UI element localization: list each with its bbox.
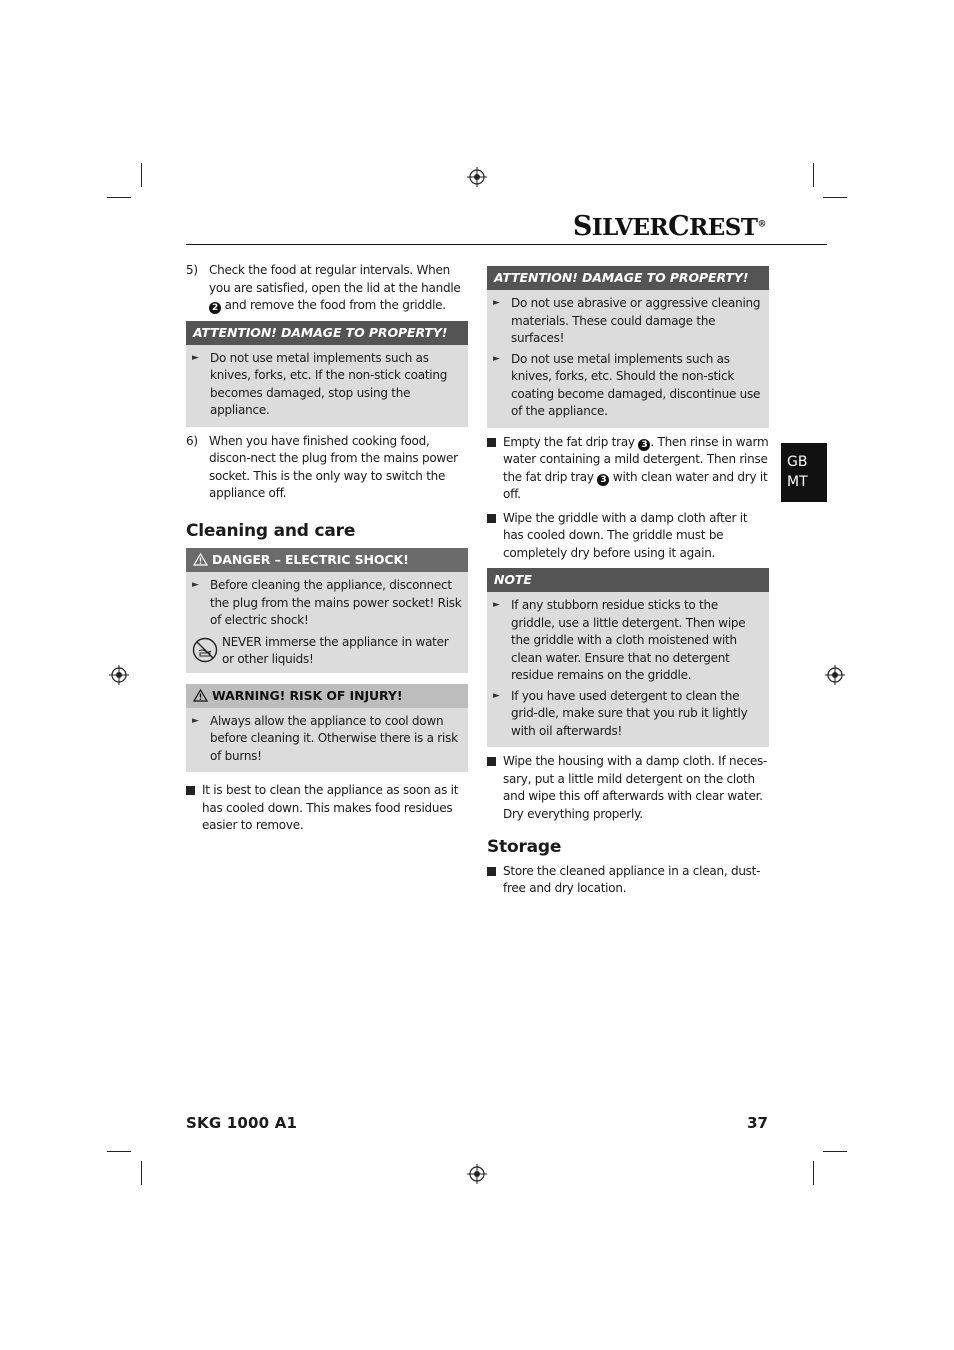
list-item: ► If you have used detergent to clean the grid-dle, make sure that you rub it lightly with oil afterwards!	[493, 688, 763, 741]
no-immersion-icon	[192, 637, 218, 663]
section-heading-cleaning: Cleaning and care	[186, 520, 356, 541]
step-6: 6) When you have finished cooking food, discon-nect the plug from the mains power socket. This is the only way to switch the appliance off.	[186, 433, 458, 500]
handle-number-badge: 2	[209, 302, 221, 314]
arrow-bullet-icon: ►	[192, 580, 199, 590]
crop-mark	[813, 163, 814, 187]
right-column	[487, 266, 769, 904]
crop-mark	[823, 197, 847, 198]
language-tab: GB MT	[781, 443, 827, 502]
left-column	[186, 262, 468, 841]
attention-box	[186, 321, 468, 427]
list-item: ► Always allow the appliance to cool down before cleaning it. Otherwise there is a risk of burns!	[192, 713, 462, 766]
arrow-bullet-icon: ►	[493, 690, 500, 701]
arrow-bullet-icon: ►	[493, 353, 500, 364]
immersion-warning: NEVER immerse the appliance in water or other liquids!	[192, 634, 462, 669]
list-item: ► Do not use metal implements such as knives, forks, etc. If the non-stick coating becomes damaged, stop using the appliance.	[192, 350, 462, 420]
crop-mark	[141, 163, 142, 187]
registration-mark-icon	[467, 167, 487, 187]
warning-title: WARNING! RISK OF INJURY!	[186, 684, 468, 708]
section-heading-storage: Storage	[487, 837, 562, 857]
step-5: 5) Check the food at regular intervals. When you are satisfied, open the lid at the handle 2 and remove the food from the griddle.	[186, 263, 461, 313]
attention-box	[487, 266, 769, 428]
list-item: Empty the fat drip tray 3 . Then rinse in warm water containing a mild detergent. Then rinse the fat drip tray 3 with clean water and dry it off.	[487, 434, 769, 504]
arrow-bullet-icon: ►	[493, 600, 500, 610]
brand-logo: SILVERCREST®	[572, 211, 766, 242]
warning-triangle-icon	[193, 689, 208, 702]
header-rule	[186, 244, 827, 245]
warning-box	[186, 684, 468, 773]
square-bullet-icon	[487, 867, 496, 876]
registration-mark-icon	[467, 1164, 487, 1184]
note-box	[487, 568, 769, 747]
model-number: SKG 1000 A1	[186, 1114, 298, 1132]
square-bullet-icon	[487, 438, 496, 447]
registration-mark-icon	[825, 665, 845, 685]
list-item: ► If any stubborn residue sticks to the griddle, use a little detergent. Then wipe the griddle with a cloth moistened with clean water. Ensure that no detergent residue remains on the griddle.	[493, 597, 763, 685]
attention-title: ATTENTION! DAMAGE TO PROPERTY!	[186, 321, 468, 345]
arrow-bullet-icon: ►	[493, 298, 500, 308]
drip-tray-number-badge: 3	[638, 439, 650, 451]
crop-mark	[141, 1161, 142, 1185]
crop-mark	[107, 1151, 131, 1152]
list-item: ► Do not use abrasive or aggressive cleaning materials. These could damage the surfaces!	[493, 295, 763, 348]
note-title: NOTE	[487, 568, 769, 592]
crop-mark	[813, 1161, 814, 1185]
attention-title: ATTENTION! DAMAGE TO PROPERTY!	[487, 266, 769, 290]
arrow-bullet-icon: ►	[192, 352, 199, 363]
registration-mark-icon	[109, 665, 129, 685]
page-number: 37	[747, 1114, 768, 1132]
arrow-bullet-icon: ►	[192, 715, 199, 726]
list-item: ► Before cleaning the appliance, disconnect the plug from the mains power socket! Risk of electric shock!	[192, 577, 462, 630]
list-item: It is best to clean the appliance as soon as it has cooled down. This makes food residues easier to remove.	[186, 782, 468, 835]
list-item: Wipe the griddle with a damp cloth after it has cooled down. The griddle must be completely dry before using it again.	[487, 510, 769, 563]
square-bullet-icon	[487, 514, 496, 523]
warning-triangle-icon	[193, 553, 208, 566]
danger-title: DANGER – ELECTRIC SHOCK!	[186, 548, 468, 572]
list-item: Store the cleaned appliance in a clean, dust-free and dry location.	[487, 863, 769, 898]
list-item: ► Do not use metal implements such as knives, forks, etc. Should the non-stick coating become damaged, discontinue use of the appliance.	[493, 351, 763, 421]
danger-box	[186, 548, 468, 673]
crop-mark	[107, 197, 131, 198]
drip-tray-number-badge: 3	[597, 474, 609, 486]
square-bullet-icon	[186, 786, 195, 795]
crop-mark	[823, 1151, 847, 1152]
list-item: Wipe the housing with a damp cloth. If neces-sary, put a little mild detergent on the cloth and wipe this off afterwards with clear water. Dry everything properly.	[487, 753, 769, 823]
square-bullet-icon	[487, 757, 496, 766]
